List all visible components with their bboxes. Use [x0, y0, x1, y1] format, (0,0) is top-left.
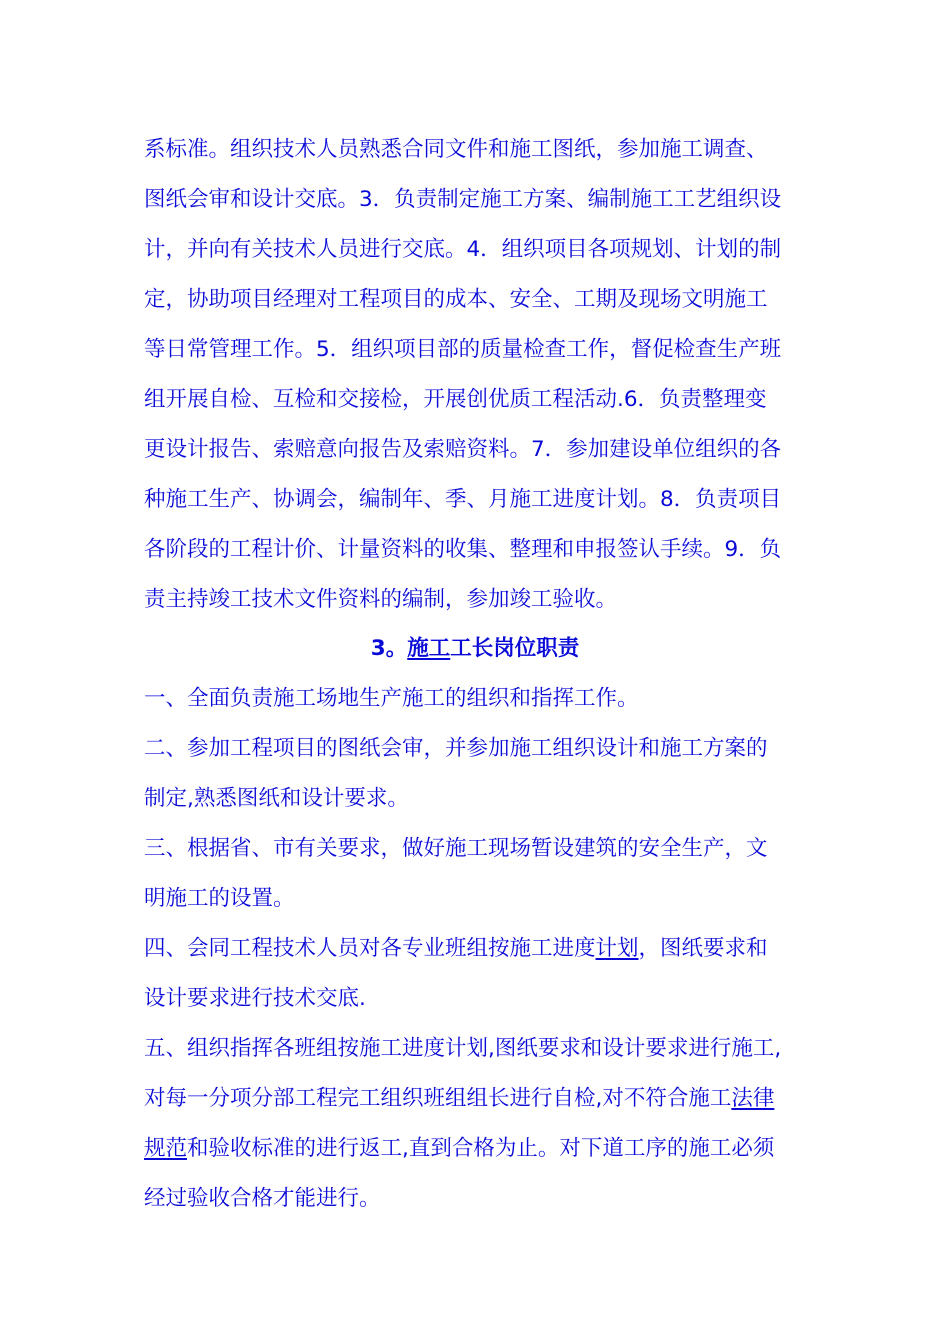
paragraph-line: 组开展自检、互检和交接检，开展创优质工程活动.6．负责整理变	[144, 387, 767, 412]
paragraph-line: 图纸会审和设计交底。3．负责制定施工方案、编制施工工艺组织设	[144, 187, 782, 212]
heading-text: 工长岗位职责	[450, 636, 580, 661]
regulation-link[interactable]: 规范	[144, 1136, 188, 1161]
duty-item-3-line: 三、根据省、市有关要求，做好施工现场暂设建筑的安全生产，文	[144, 836, 768, 861]
duty-item-4-line	[144, 932, 768, 966]
duty-item-5-line	[144, 1082, 774, 1116]
paragraph-line: 计，并向有关技术人员进行交底。4．组织项目各项规划、计划的制	[144, 237, 782, 262]
duty-item-2-line: 制定,熟悉图纸和设计要求。	[144, 786, 409, 811]
paragraph-line: 系标准。组织技术人员熟悉合同文件和施工图纸，参加施工调查、	[144, 137, 768, 162]
section-heading	[0, 632, 950, 666]
item-5-text: 和验收标准的进行返工,直到合格为止。对下道工序的施工必须	[187, 1136, 775, 1161]
item-4-text: 四、会同工程技术人员对各专业班组按施工进度	[144, 936, 596, 961]
heading-link[interactable]: 施工	[407, 636, 451, 661]
duty-item-4-line: 设计要求进行技术交底.	[144, 986, 366, 1011]
duty-item-2-line: 二、参加工程项目的图纸会审，并参加施工组织设计和施工方案的	[144, 736, 768, 761]
item-5-text: 对每一分项分部工程完工组织班组组长进行自检,对不符合施工	[144, 1086, 732, 1111]
paragraph-line: 责主持竣工技术文件资料的编制，参加竣工验收。	[144, 587, 618, 612]
item-4-text: ，图纸要求和	[638, 936, 768, 961]
paragraph-line: 定，协助项目经理对工程项目的成本、安全、工期及现场文明施工	[144, 287, 768, 312]
law-link[interactable]: 法律	[731, 1086, 775, 1111]
duty-item-5-line: 经过验收合格才能进行。	[144, 1186, 381, 1211]
duty-item-5-line	[144, 1132, 774, 1166]
paragraph-line: 各阶段的工程计价、计量资料的收集、整理和申报签认手续。9．负	[144, 537, 782, 562]
paragraph-line: 等日常管理工作。5．组织项目部的质量检查工作，督促检查生产班	[144, 337, 782, 362]
heading-number: 3。	[370, 636, 408, 661]
duty-item-5-line: 五、组织指挥各班组按施工进度计划,图纸要求和设计要求进行施工,	[144, 1036, 782, 1061]
paragraph-line: 更设计报告、索赔意向报告及索赔资料。7．参加建设单位组织的各	[144, 437, 782, 462]
duty-item-3-line: 明施工的设置。	[144, 886, 295, 911]
duty-item-1: 一、全面负责施工场地生产施工的组织和指挥工作。	[144, 686, 639, 711]
paragraph-line: 种施工生产、协调会，编制年、季、月施工进度计划。8．负责项目	[144, 487, 782, 512]
plan-link[interactable]: 计划	[595, 936, 639, 961]
